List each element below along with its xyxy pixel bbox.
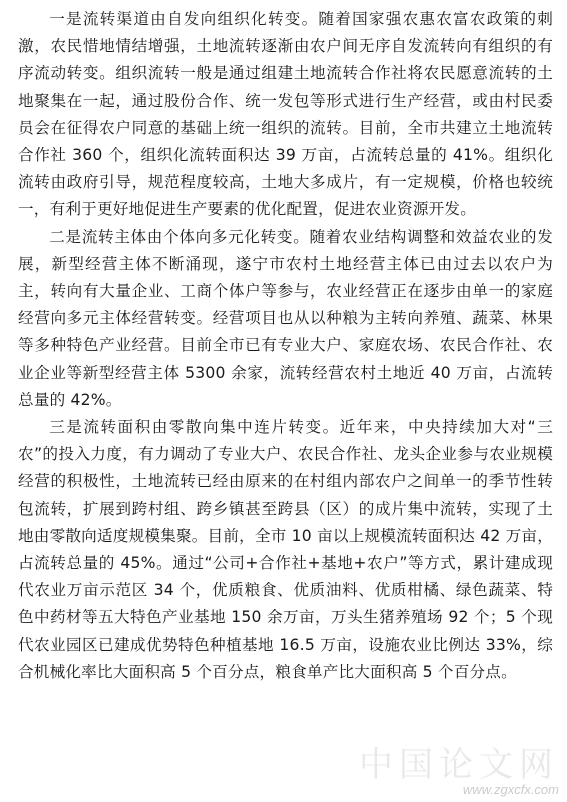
paragraph-concentration: 三是流转面积由零散向集中连片转变。近年来，中央持续加大对“三农”的投入力度，有力调动了专业大户、农民合作社、龙头企业参与农业规模经营的积极性，土地流转已经由原来的在村组内部农户之间单一的季节性转包流转，扩展到跨村组、跨乡镇甚至跨县（区）的成片集中流转，实现了土地由零散向适度规模集聚。目前，全市 10 亩以上规模流转面积达 42 万亩，占流转总量的 45%。通过“公司+合作社+基地+农户”等方式，累计建成现代农业万亩示范区 34 个，优质粮食、优质油料、优质柑橘、绿色蔬菜、特色中药材等五大特色产业基地 150 余万亩，万头生猪养殖场 92 个；5 个现代农业园区已建成优势特色种植基地 16.5 万亩，设施农业比例达 33%，综合机械化率比大面积高 5 个百分点，粮食单产比大面积高 5 个百分点。	[18, 418, 553, 681]
document-body	[18, 6, 553, 686]
site-watermark	[359, 745, 559, 798]
watermark-logo-text: 中国论文网	[359, 745, 559, 785]
paragraph-diversification: 二是流转主体由个体向多元化转变。随着农业结构调整和效益农业的发展，新型经营主体不断涌现，遂宁市农村土地经营主体已由过去以农户为主，转向有大量企业、工商个体户等参与，农业经营正在逐步由单一的家庭经营向多元主体经营转变。经营项目也从以种粮为主转向养殖、蔬菜、林果等多种特色产业经营。目前全市已有专业大户、家庭农场、农民合作社、农业企业等新型经营主体 5300 余家，流转经营农村土地近 40 万亩，占流转总量的 42%。	[18, 227, 553, 409]
paragraph-organization: 一是流转渠道由自发向组织化转变。随着国家强农惠农富农政策的刺激，农民惜地情结增强，土地流转逐渐由农户间无序自发流转向有组织的有序流动转变。组织流转一般是通过组建土地流转合作社将农民愿意流转的土地聚集在一起，通过股份合作、统一发包等形式进行生产经营，或由村民委员会在征得农户同意的基础上统一组织的流转。目前，全市共建立土地流转合作社 360 个，组织化流转面积达 39 万亩，占流转总量的 41%。组织化流转由政府引导，规范程度较高，土地大多成片，有一定规模，价格也较统一，有利于更好地促进生产要素的优化配置，促进农业资源开发。	[18, 10, 553, 219]
watermark-url: www.zgxcfx.com	[462, 782, 559, 797]
